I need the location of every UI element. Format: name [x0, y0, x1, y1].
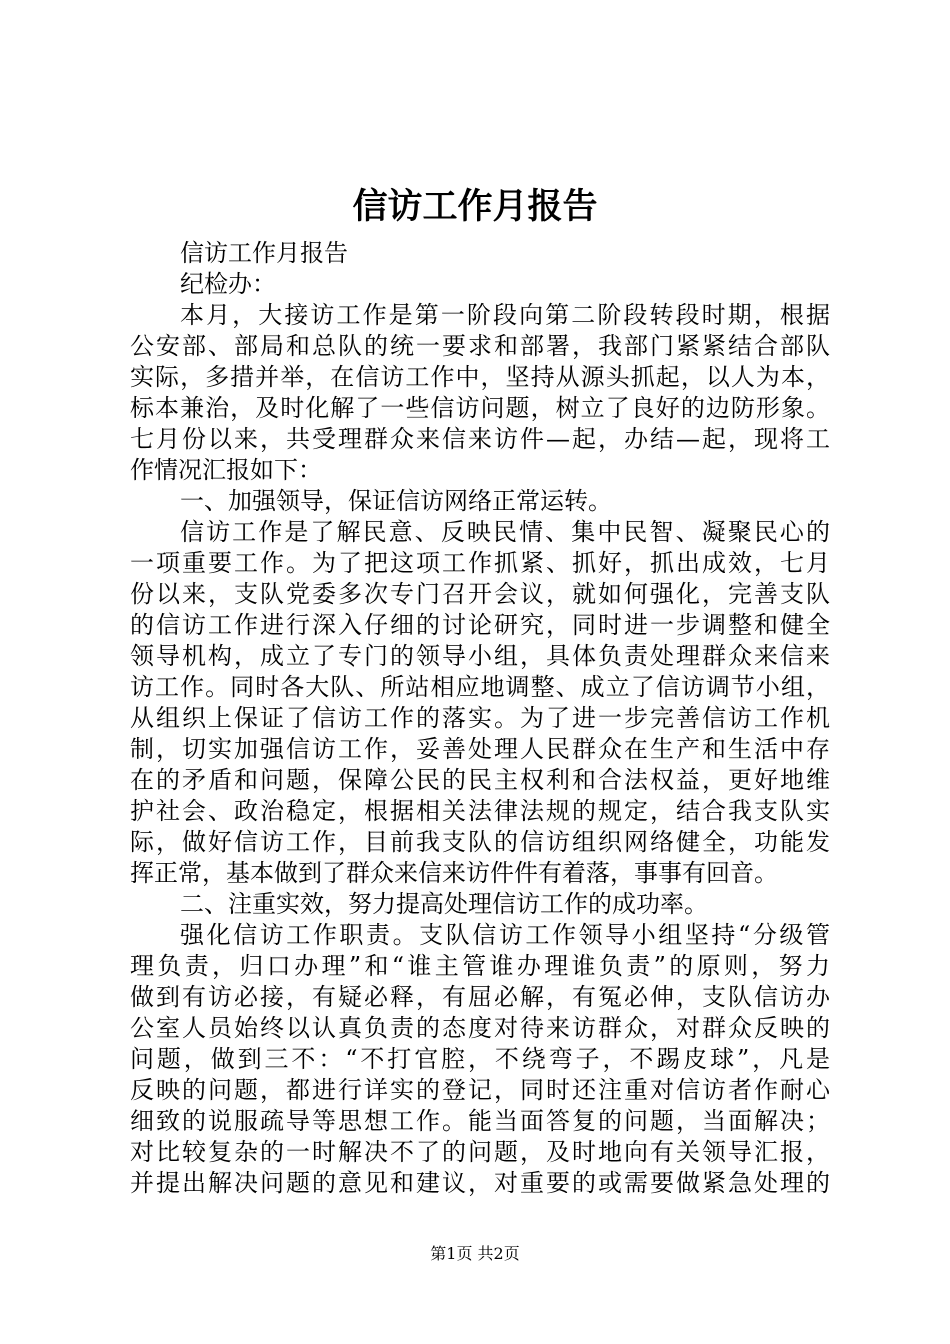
text-line: 在的矛盾和问题，保障公民的民主权利和合法权益，更好地维: [130, 766, 830, 794]
text-line: 问题，做到三不：“不打官腔，不绕弯子，不踢皮球”，凡是: [130, 1045, 830, 1073]
text-line: 份以来，支队党委多次专门召开会议，就如何强化，完善支队: [130, 580, 830, 608]
text-line: 反映的问题，都进行详实的登记，同时还注重对信访者作耐心: [130, 1076, 830, 1104]
text-line: 公安部、部局和总队的统一要求和部署，我部门紧紧结合部队: [130, 332, 830, 360]
text-line: 从组织上保证了信访工作的落实。为了进一步完善信访工作机: [130, 704, 830, 732]
document-title: 信访工作月报告: [352, 186, 598, 227]
text-line: 细致的说服疏导等思想工作。能当面答复的问题，当面解决；: [130, 1107, 830, 1135]
text-line: 制，切实加强信访工作，妥善处理人民群众在生产和生活中存: [130, 735, 830, 763]
section-heading: 一、加强领导，保证信访网络正常运转。: [180, 487, 612, 515]
text-line: 强化信访工作职责。支队信访工作领导小组坚持“分级管: [180, 921, 830, 949]
text-line: 并提出解决问题的意见和建议，对重要的或需要做紧急处理的: [130, 1169, 830, 1197]
text-line: 七月份以来，共受理群众来信来访件—起，办结—起，现将工: [130, 425, 830, 453]
text-line: 公室人员始终以认真负责的态度对待来访群众，对群众反映的: [130, 1014, 830, 1042]
text-line: 对比较复杂的一时解决不了的问题，及时地向有关领导汇报，: [130, 1138, 830, 1166]
text-line: 信访工作月报告: [180, 239, 348, 267]
text-line: 的信访工作进行深入仔细的讨论研究，同时进一步调整和健全: [130, 611, 830, 639]
text-line: 作情况汇报如下：: [130, 456, 322, 484]
text-line: 挥正常，基本做到了群众来信来访件件有着落，事事有回音。: [130, 859, 778, 887]
text-line: 实际，多措并举，在信访工作中，坚持从源头抓起，以人为本，: [130, 363, 830, 391]
text-line: 访工作。同时各大队、所站相应地调整、成立了信访调节小组，: [130, 673, 830, 701]
text-line: 纪检办：: [180, 270, 276, 298]
text-line: 护社会、政治稳定，根据相关法律法规的规定，结合我支队实: [130, 797, 830, 825]
text-line: 做到有访必接，有疑必释，有屈必解，有冤必伸，支队信访办: [130, 983, 830, 1011]
text-line: 本月，大接访工作是第一阶段向第二阶段转段时期，根据: [180, 301, 830, 329]
text-line: 理负责，归口办理”和“谁主管谁办理谁负责”的原则，努力: [130, 952, 830, 980]
section-heading: 二、注重实效，努力提高处理信访工作的成功率。: [180, 890, 708, 918]
text-line: 标本兼治，及时化解了一些信访问题，树立了良好的边防形象。: [130, 394, 830, 422]
page-number: 第1页 共2页: [430, 1244, 520, 1263]
text-line: 一项重要工作。为了把这项工作抓紧、抓好，抓出成效，七月: [130, 549, 830, 577]
text-line: 领导机构，成立了专门的领导小组，具体负责处理群众来信来: [130, 642, 830, 670]
text-line: 际，做好信访工作，目前我支队的信访组织网络健全，功能发: [130, 828, 830, 856]
text-line: 信访工作是了解民意、反映民情、集中民智、凝聚民心的: [180, 518, 830, 546]
